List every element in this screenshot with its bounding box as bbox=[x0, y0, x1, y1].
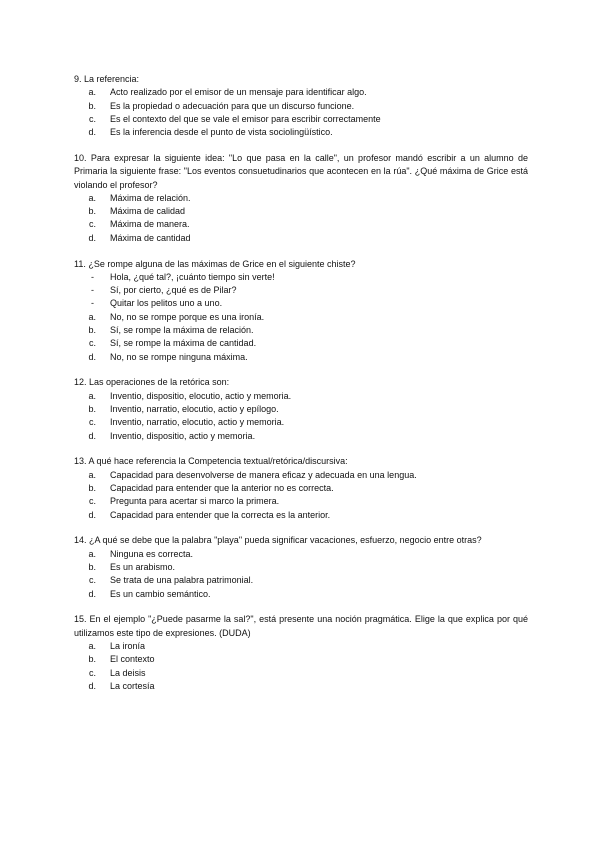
answer-option bbox=[74, 324, 528, 337]
option-text: Inventio, narratio, elocutio, actio y memoria. bbox=[110, 417, 285, 428]
option-letter: c. bbox=[88, 496, 96, 507]
option-text: Sí, se rompe la máxima de cantidad. bbox=[110, 338, 257, 349]
option-text: El contexto bbox=[110, 654, 155, 665]
option-letter: c. bbox=[88, 113, 96, 124]
option-text: Es el contexto del que se vale el emisor para escribir correctamente bbox=[110, 113, 381, 124]
answer-option bbox=[74, 509, 528, 522]
option-text: Acto realizado por el emisor de un mensaje para identificar algo. bbox=[110, 87, 367, 98]
option-letter: a. bbox=[88, 311, 96, 322]
question-block bbox=[74, 258, 528, 364]
dialogue-line bbox=[74, 284, 528, 297]
option-text: Máxima de relación. bbox=[110, 192, 191, 203]
answer-option bbox=[74, 337, 528, 350]
option-text: Capacidad para desenvolverse de manera eficaz y adecuada en una lengua. bbox=[110, 469, 417, 480]
question-block bbox=[74, 455, 528, 521]
answer-option bbox=[74, 680, 528, 693]
question-stem: 14. ¿A qué se debe que la palabra "playa" pueda significar vacaciones, esfuerzo, negocio entre otras? bbox=[74, 535, 482, 546]
answer-option bbox=[74, 667, 528, 680]
option-text: Se trata de una palabra patrimonial. bbox=[110, 575, 254, 586]
option-text: Es la inferencia desde el punto de vista sociolingüístico. bbox=[110, 127, 333, 138]
option-text: No, no se rompe porque es una ironía. bbox=[110, 311, 265, 322]
answer-option bbox=[74, 482, 528, 495]
dialogue-text: Quitar los pelitos uno a uno. bbox=[110, 298, 223, 309]
option-letter: b. bbox=[88, 325, 96, 336]
option-letter: d. bbox=[88, 588, 96, 599]
option-letter: c. bbox=[88, 219, 96, 230]
option-letter: d. bbox=[88, 351, 96, 362]
question-block bbox=[74, 376, 528, 442]
answer-option bbox=[74, 100, 528, 113]
answer-option bbox=[74, 86, 528, 99]
option-letter: d. bbox=[88, 127, 96, 138]
answer-option bbox=[74, 232, 528, 245]
option-text: Inventio, narratio, elocutio, actio y epílogo. bbox=[110, 404, 279, 415]
option-text: La deisis bbox=[110, 667, 146, 678]
answer-option bbox=[74, 588, 528, 601]
option-letter: d. bbox=[88, 680, 96, 691]
question-stem: 11. ¿Se rompe alguna de las máximas de Grice en el siguiente chiste? bbox=[74, 258, 356, 269]
question-stem: 12. Las operaciones de la retórica son: bbox=[74, 377, 230, 388]
answer-option bbox=[74, 640, 528, 653]
answer-option bbox=[74, 416, 528, 429]
option-text: Pregunta para acertar si marco la primera. bbox=[110, 496, 280, 507]
question-stem: 15. En el ejemplo "¿Puede pasarme la sal?", está presente una noción pragmática. Elige la que explica por qué utilizamos este tipo de expresiones. (DUDA) bbox=[74, 614, 528, 638]
answer-option bbox=[74, 548, 528, 561]
option-letter: b. bbox=[88, 654, 96, 665]
option-letter: d. bbox=[88, 430, 96, 441]
answer-option bbox=[74, 574, 528, 587]
option-text: Capacidad para entender que la anterior no es correcta. bbox=[110, 483, 334, 494]
question-block bbox=[74, 534, 528, 600]
option-letter: c. bbox=[88, 417, 96, 428]
option-text: Máxima de manera. bbox=[110, 219, 190, 230]
answer-option bbox=[74, 561, 528, 574]
option-text: Ninguna es correcta. bbox=[110, 548, 194, 559]
answer-option bbox=[74, 469, 528, 482]
answer-option bbox=[74, 351, 528, 364]
dialogue-text: Sí, por cierto, ¿qué es de Pilar? bbox=[110, 285, 237, 296]
dialogue-line bbox=[74, 297, 528, 310]
question-block bbox=[74, 152, 528, 245]
option-letter: a. bbox=[88, 390, 96, 401]
option-text: Capacidad para entender que la correcta es la anterior. bbox=[110, 509, 331, 520]
question-list bbox=[74, 73, 528, 706]
option-text: Inventio, dispositio, actio y memoria. bbox=[110, 430, 256, 441]
option-letter: c. bbox=[88, 667, 96, 678]
dialogue-dash: - bbox=[91, 285, 94, 296]
option-letter: a. bbox=[88, 640, 96, 651]
question-stem: 13. A qué hace referencia la Competencia textual/retórica/discursiva: bbox=[74, 456, 348, 467]
option-letter: b. bbox=[88, 483, 96, 494]
option-text: Inventio, dispositio, elocutio, actio y memoria. bbox=[110, 390, 292, 401]
option-letter: d. bbox=[88, 232, 96, 243]
answer-option bbox=[74, 430, 528, 443]
answer-option bbox=[74, 495, 528, 508]
option-text: Es la propiedad o adecuación para que un discurso funcione. bbox=[110, 100, 355, 111]
answer-option bbox=[74, 653, 528, 666]
option-letter: b. bbox=[88, 562, 96, 572]
option-letter: a. bbox=[88, 469, 96, 480]
dialogue-dash: - bbox=[91, 298, 94, 309]
option-letter: c. bbox=[88, 575, 96, 586]
option-letter: b. bbox=[88, 206, 96, 217]
option-letter: c. bbox=[88, 338, 96, 349]
option-text: La ironía bbox=[110, 640, 146, 651]
dialogue-text: Hola, ¿qué tal?, ¡cuánto tiempo sin verte! bbox=[110, 271, 275, 282]
option-text: La cortesía bbox=[110, 680, 155, 691]
answer-option bbox=[74, 403, 528, 416]
option-letter: b. bbox=[88, 100, 96, 111]
option-text: No, no se rompe ninguna máxima. bbox=[110, 351, 248, 362]
dialogue-dash: - bbox=[91, 271, 94, 282]
question-stem: 9. La referencia: bbox=[74, 74, 140, 84]
option-text: Es un cambio semántico. bbox=[110, 588, 211, 599]
answer-option bbox=[74, 126, 528, 139]
answer-option bbox=[74, 390, 528, 403]
option-text: Máxima de calidad bbox=[110, 206, 186, 217]
option-letter: d. bbox=[88, 509, 96, 520]
question-stem: 10. Para expresar la siguiente idea: "Lo que pasa en la calle", un profesor mandó escribir a un alumno de Primaria la siguiente frase: "Los eventos consuetudinarios que acontecen en la rúa". ¿Qué máxima de Grice está violando el profesor? bbox=[74, 152, 528, 190]
answer-option bbox=[74, 311, 528, 324]
option-text: Sí, se rompe la máxima de relación. bbox=[110, 325, 254, 336]
option-letter: a. bbox=[88, 548, 96, 559]
option-letter: a. bbox=[88, 192, 96, 203]
option-text: Es un arabismo. bbox=[110, 562, 176, 572]
answer-option bbox=[74, 205, 528, 218]
answer-option bbox=[74, 218, 528, 231]
option-text: Máxima de cantidad bbox=[110, 232, 191, 243]
question-block bbox=[74, 613, 528, 693]
answer-option bbox=[74, 113, 528, 126]
dialogue-line bbox=[74, 271, 528, 284]
question-block bbox=[74, 73, 528, 139]
option-letter: b. bbox=[88, 404, 96, 415]
answer-option bbox=[74, 192, 528, 205]
option-letter: a. bbox=[88, 87, 96, 98]
